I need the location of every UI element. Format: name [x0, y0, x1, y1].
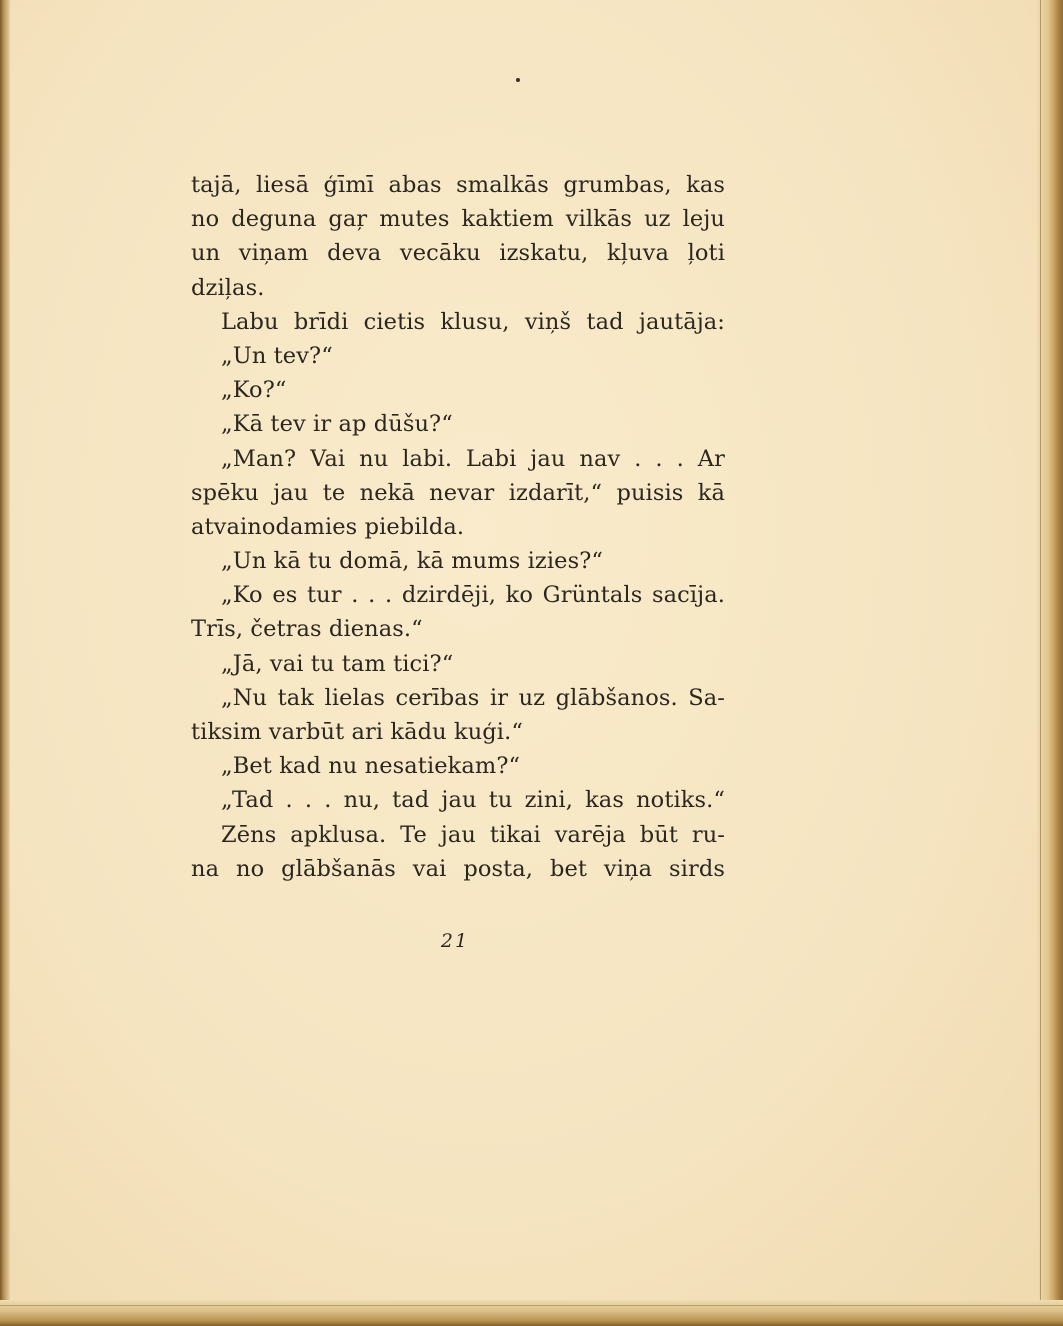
text-line: Trīs, četras dienas.“: [191, 616, 423, 643]
text-line: no deguna gaŗ mutes kaktiem vilkās uz leju: [191, 206, 725, 233]
text-line: Zēns apklusa. Te jau tikai varēja būt ru-: [221, 821, 725, 848]
text-line: na no glābšanās vai posta, bet viņa sirds: [191, 855, 725, 882]
page-number: 21: [440, 930, 470, 952]
text-line: atvainodamies piebilda.: [191, 513, 465, 540]
text-line: spēku jau te nekā nevar izdarīt,“ puisis kā: [191, 479, 725, 506]
body-text: [191, 168, 725, 886]
page-edges-bottom: [0, 1300, 1063, 1326]
text-line: „Nu tak lielas cerības ir uz glābšanos. Sa-: [221, 684, 725, 711]
text-line: tajā, liesā ģīmī abas smalkās grumbas, kas: [191, 172, 725, 198]
text-line: dziļas.: [191, 274, 265, 301]
text-line: „Un kā tu domā, kā mums izies?“: [221, 548, 603, 575]
text-line: „Jā, vai tu tam tici?“: [221, 650, 454, 677]
text-line: „Un tev?“: [221, 342, 333, 369]
text-line: „Man? Vai nu labi. Labi jau nav . . . Ar: [221, 445, 725, 472]
text-line: Labu brīdi cietis klusu, viņš tad jautāja:: [221, 308, 725, 335]
ink-speck: [516, 78, 520, 82]
text-line: tiksim varbūt ari kādu kuģi.“: [191, 719, 523, 745]
text-line: „Bet kad nu nesatiekam?“: [221, 753, 521, 780]
text-line: un viņam deva vecāku izskatu, kļuva ļoti: [191, 240, 725, 267]
text-line: „Ko es tur . . . dzirdēji, ko Grüntals sacīja.: [221, 582, 725, 609]
text-line: „Ko?“: [221, 377, 287, 404]
page-edge-line-bottom: [0, 1305, 1063, 1306]
text-line: „Tad . . . nu, tad jau tu zini, kas notiks.“: [221, 787, 725, 814]
page-edge-line-right: [1040, 0, 1041, 1326]
binding-edge: [0, 0, 10, 1326]
text-line: „Kā tev ir ap dūšu?“: [221, 411, 453, 438]
